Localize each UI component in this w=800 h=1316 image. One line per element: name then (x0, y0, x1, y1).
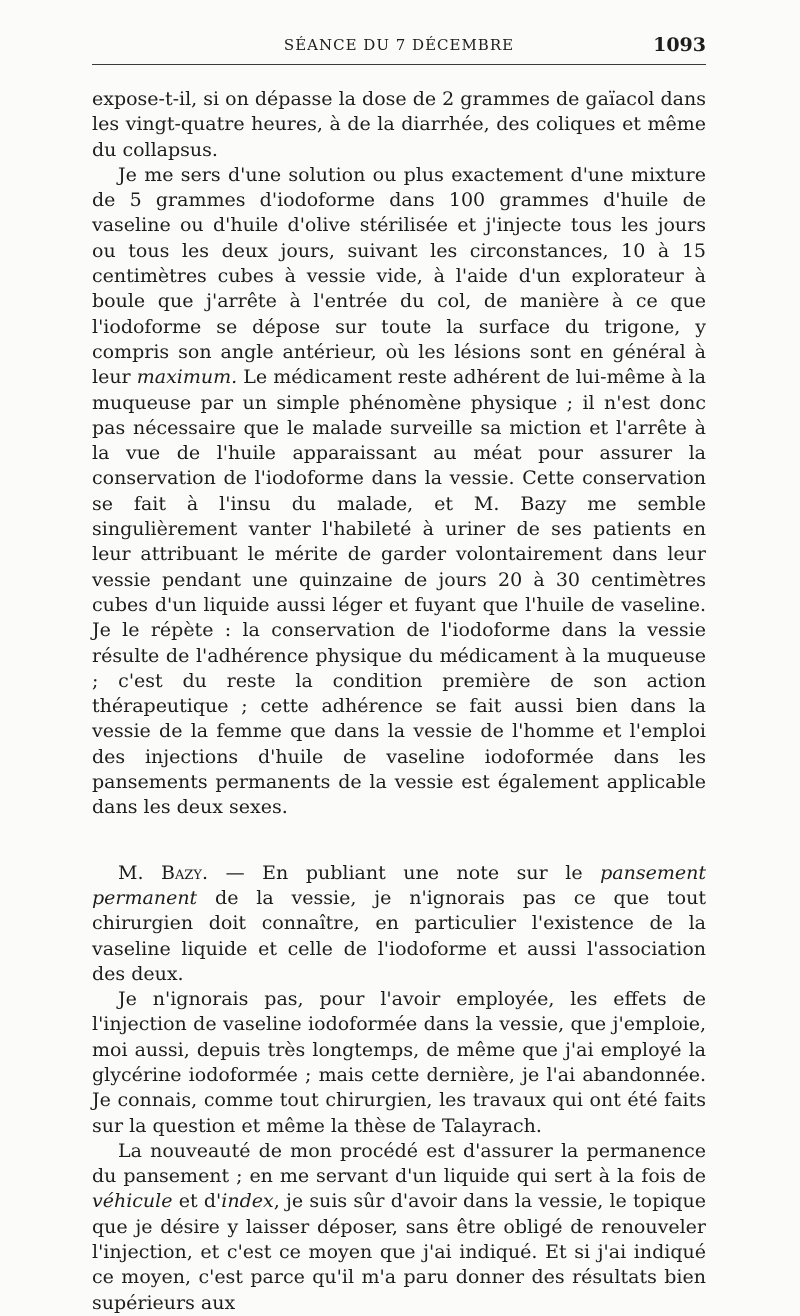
speaker-name: M. Bazy. (118, 861, 209, 884)
body-text (92, 87, 706, 1316)
text-run: , je suis sûr d'avoir dans la vessie, le topique que je désire y laisser déposer, sans être obligé de renouveler l'injection, et c'est ce moyen que j'ai indiqué. Et si j'ai indiqué ce moyen, c'est parce qu'il m'a paru donner des résultats bien supérieurs aux (92, 1190, 706, 1314)
paragraph-bazy-reply (92, 861, 706, 987)
text-run: Je me sers d'une solution ou plus exactement d'une mixture de 5 grammes d'iodoforme dans 100 grammes d'huile de vaseline ou d'huile d'olive stérilisée et j'injecte tous les jours ou tous les deux jours, suivant les circonstances, 10 à 15 centimètres cubes à vessie vide, à l'aide d'un explorateur à boule que j'arrête à l'entrée du col, de manière à ce que l'iodoforme se dépose sur toute la surface du trigone, y compris son angle antérieur, où les lésions sont en général à leur (92, 163, 706, 389)
text-run: La nouveauté de mon procédé est d'assurer la permanence du pansement ; en me servant d'un liquide qui sert à la fois de (92, 1139, 706, 1188)
running-head (92, 30, 706, 65)
text-run: de la vessie, je n'ignorais pas ce que tout chirurgien doit connaître, en particulier l'existence de la vaseline liquide et celle de l'iodoforme et aussi l'association des deux. (92, 886, 706, 985)
paragraph-injection-effects: Je n'ignorais pas, pour l'avoir employée, les effets de l'injection de vaseline iodoformée dans la vessie, que j'emploie, moi aussi, depuis très longtemps, de même que j'ai employé la glycérine iodoformée ; mais cette dernière, je l'ai abandonnée. Je connais, comme tout chirurgien, les travaux qui ont été faits sur la question et même la thèse de Talayrach. (92, 988, 706, 1137)
paragraph-iodoforme-mixture (92, 163, 706, 821)
paragraph-nouveaute (92, 1139, 706, 1316)
italic-term-vehicule: véhicule (92, 1190, 173, 1213)
page (92, 30, 706, 1316)
text-run: et d' (172, 1190, 222, 1213)
text-run: Le médicament reste adhérent de lui-même à la muqueuse par un simple phénomène physique ; il n'est donc pas nécessaire que le malade surveille sa miction et l'arrête à la vue de l'huile apparaissant au méat pour assurer la conservation de l'iodoforme dans la vessie. Cette conservation se fait à l'insu du malade, et M. Bazy me semble singulièrement vanter l'habileté à uriner de ses patients en leur attribuant le mérite de garder volontairement dans leur vessie pendant une quinzaine de jours 20 à 30 centimètres cubes d'un liquide aussi léger et fuyant que l'huile de vaseline. Je le répète : la conservation de l'iodoforme dans la vessie résulte de l'adhérence physique du médicament à la muqueuse ; c'est du reste la condition première de son action thérapeutique ; cette adhérence se fait aussi bien dans la vessie de la femme que dans la vessie de l'homme et l'emploi des injections d'huile de vaseline iodoformée dans les pansements permanents de la vessie est également applicable dans les deux sexes. (92, 366, 706, 819)
paragraph-continuation: expose-t-il, si on dépasse la dose de 2 grammes de gaïacol dans les vingt-quatre heures, à de la diarrhée, des coliques et même du collapsus. (92, 88, 706, 161)
italic-term-index: index (221, 1190, 274, 1213)
italic-term-maximum: maximum. (136, 366, 238, 389)
running-title: SÉANCE DU 7 DÉCEMBRE (283, 36, 515, 54)
italic-term-pansement: pansement permanent (92, 861, 706, 909)
section-gap (92, 821, 706, 861)
page-number: 1093 (653, 34, 706, 56)
text-run: — En publiant une note sur le (208, 861, 601, 884)
